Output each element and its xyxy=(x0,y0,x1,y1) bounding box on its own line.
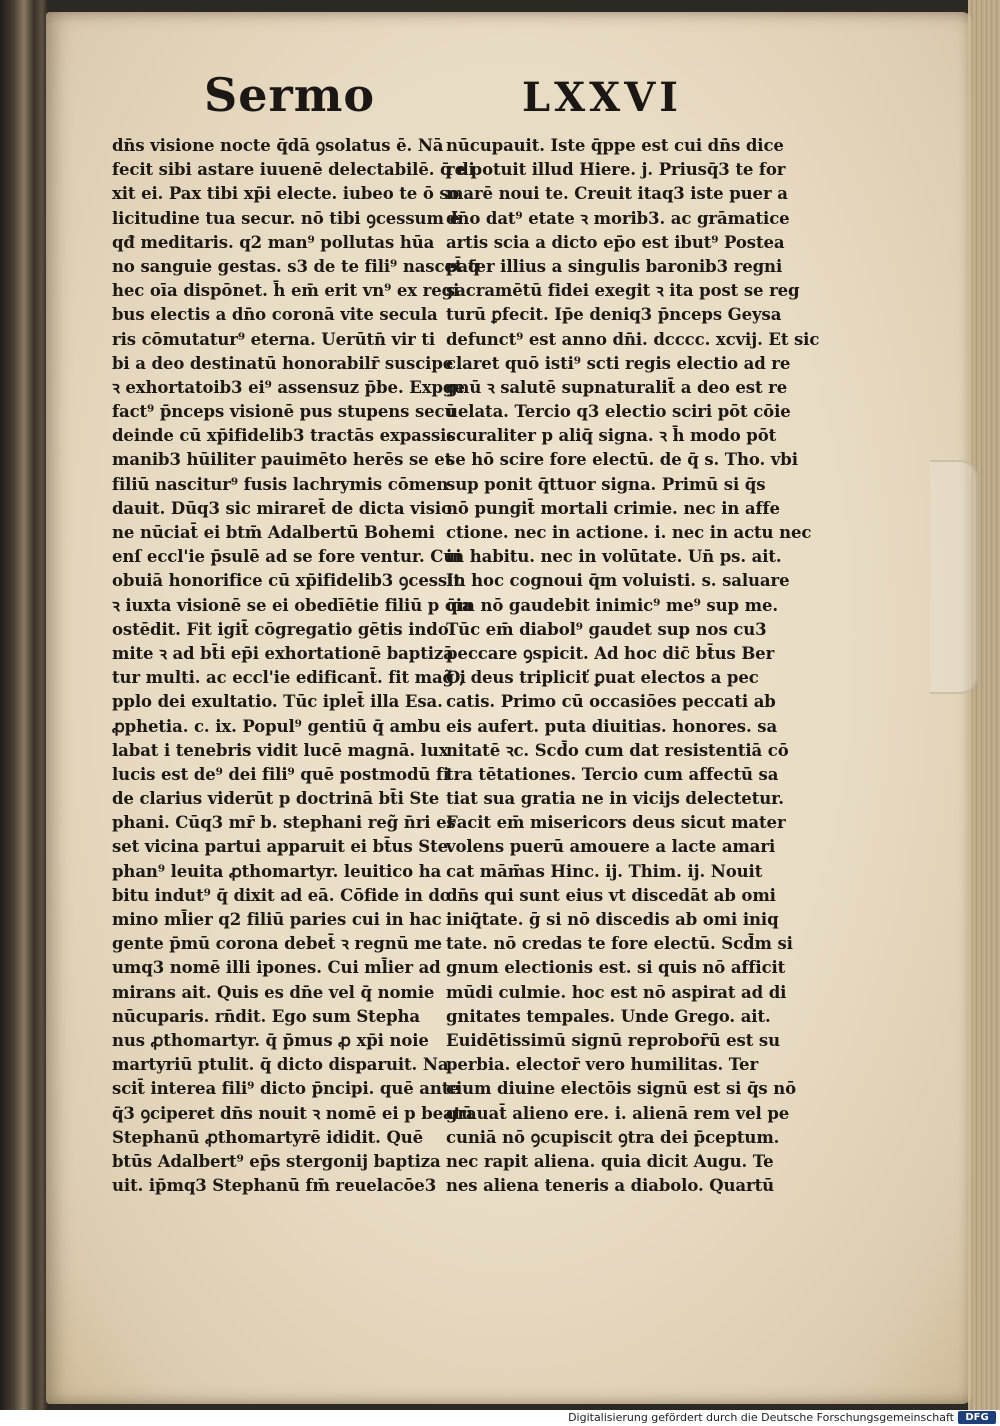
text-column-left xyxy=(112,134,480,1198)
text-line: xit ei. Pax tibi xp̄i electe. iubeo te ō so xyxy=(112,184,460,204)
text-line: ostēdit. Fit igit̄ cōgregatio gētis indo xyxy=(112,619,449,639)
text-line: bitu indut⁹ q̄ dixit ad eā. Cōfide in do xyxy=(112,885,451,905)
text-line: tiat sua gratia ne in vicijs delectetur. xyxy=(446,789,784,809)
text-line: mirans ait. Quis es dn̄e vel q̄ nomie xyxy=(112,982,435,1002)
text-line: labat i tenebris vidit lucē magnā. lux xyxy=(112,740,449,760)
text-line: set vicina partui apparuit ei bt̄us Ste xyxy=(112,837,449,857)
text-line: licitudine tua secur. nō tibi ꝯcessum ē xyxy=(112,208,460,228)
text-line: Tūc em̄ diabol⁹ gaudet sup nos cu3 xyxy=(446,619,767,639)
text-line: tate. nō credas te fore electū. Scd̄m si xyxy=(446,934,793,954)
text-line: se hō scire fore electū. de q̄ s. Tho. vbi xyxy=(446,450,798,470)
text-line: uelata. Tercio q3 electio sciri pōt cōie xyxy=(446,402,791,422)
text-line: pplo dei exultatio. Tūc iplet̄ illa Esa. xyxy=(112,692,443,712)
text-line: In hoc cognoui q̄m voluisti. s. saluare xyxy=(446,571,790,591)
text-line: filiū nascitur⁹ fusis lachrymis cōmen xyxy=(112,474,449,494)
text-line: Facit em̄ misericors deus sicut mater xyxy=(446,813,786,833)
text-line: gnū ꝛ salutē supnaturalit̄ a deo est re xyxy=(446,377,788,397)
text-line: ris cōmutatur⁹ eterna. Uerūtn̄ vir ti xyxy=(112,329,436,349)
text-line: nec rapit aliena. quia dicit Augu. Te xyxy=(446,1151,774,1171)
text-line: de clarius viderūt p doctrinā bt̄i Ste xyxy=(112,789,440,809)
text-line: obuiā honorifice cū xp̄ifidelib3 ꝯcessit xyxy=(112,571,461,591)
text-line: tra tētationes. Tercio cum affectū sa xyxy=(446,764,779,784)
footer-bar xyxy=(0,1410,1000,1426)
text-line: volens puerū amouere a lacte amari xyxy=(446,837,776,857)
text-line: gnitates tempales. Unde Grego. ait. xyxy=(446,1006,771,1026)
text-line: ccuraliter p aliq̄ signa. ꝛ h̄ modo pōt xyxy=(446,426,777,446)
text-line: nūcupauit. Iste q̄ppe est cui dn̄s dice xyxy=(446,136,784,155)
facing-page-edge xyxy=(0,0,48,1410)
text-line: ꝛ exhortatoib3 ei⁹ assensuz p̄be. Expge xyxy=(112,377,465,397)
text-line: cat mām̄as Hinc. ij. Thim. ij. Nouit xyxy=(446,861,763,881)
text-line: fecit sibi astare iuuenē delectabilē. q̄ di xyxy=(112,160,475,180)
text-line: martyriū ptulit. q̄ dicto disparuit. Na xyxy=(112,1055,449,1075)
text-line: marē noui te. Creuit itaq3 iste puer a xyxy=(446,184,788,204)
dfg-logo: DFG xyxy=(958,1411,996,1424)
text-line: claret quō isti⁹ scti regis electio ad re xyxy=(446,353,791,373)
text-line: perbia. elector̄ vero humilitas. Ter xyxy=(446,1055,759,1075)
text-line: q̄m nō gaudebit inimic⁹ me⁹ sup me. xyxy=(446,595,778,615)
text-line: dn̄s qui sunt eius vt discedāt ab omi xyxy=(446,885,776,905)
text-line: gnum electionis est. si quis nō afficit xyxy=(446,958,786,978)
text-line: sup ponit q̄ttuor signa. Primū si q̄s xyxy=(446,474,766,494)
text-line: ctione. nec in actione. i. nec in actu nec xyxy=(446,523,812,542)
text-line: peccare ꝯspicit. Ad hoc dic̄ bt̄us Ber xyxy=(446,643,775,663)
text-line: eis aufert. puta diuitias. honores. sa xyxy=(446,716,778,736)
text-line: nus ꝓthomartyr. q̄ p̄mus ꝓ xp̄i noie xyxy=(112,1030,429,1050)
text-line: nūcuparis. rn̄dit. Ego sum Stepha xyxy=(112,1006,421,1026)
text-line: cuniā nō ꝯcupiscit ꝯtra dei p̄ceptum. xyxy=(446,1127,780,1147)
text-line: dn̄o dat⁹ etate ꝛ morib3. ac grāmatice xyxy=(446,208,790,228)
text-line: Euidētissimū signū reprobor̄ū est su xyxy=(446,1030,780,1050)
text-line: q̄3 ꝯciperet dn̄s nouit ꝛ nomē ei p beatū xyxy=(112,1103,474,1123)
text-line: dauit. Dūq3 sic miraret̄ de dicta visio xyxy=(112,498,452,518)
text-line: cium diuine electōis signū est si q̄s nō xyxy=(446,1079,797,1099)
text-line: ꝛ iuxta visionē se ei obedīētie filiū p oia xyxy=(112,595,473,615)
text-line: fact⁹ p̄nceps visionē pus stupens secū xyxy=(112,402,457,422)
text-line: hec oīa dispōnet. h̄ em̄ erit vn⁹ ex regi xyxy=(112,281,460,301)
text-line: pater illius a singulis baronib3 regni xyxy=(446,256,783,276)
running-title: Sermo xyxy=(204,68,376,122)
text-line: re potuit illud Hiere. j. Priusq̄3 te for xyxy=(446,160,786,180)
page-clip xyxy=(930,460,978,694)
text-line: grauat̄ alieno ere. i. alienā rem vel pe xyxy=(446,1103,790,1123)
text-line: qđ meditaris. q2 man⁹ pollutas hūa xyxy=(112,232,435,252)
text-line: nitatē ꝛc. Scd̄o cum dat resistentiā cō xyxy=(446,740,789,760)
text-line: in habitu. nec in volūtate. Un̄ ps. ait. xyxy=(446,547,782,567)
text-line: phan⁹ leuita ꝓthomartyr. leuitico ha xyxy=(112,861,442,881)
text-line: tur multi. ac eccl'ie edificant̄. fit mag̃ i xyxy=(112,668,466,688)
text-line: mūdi culmie. hoc est nō aspirat ad di xyxy=(446,982,787,1002)
text-line: bi a deo destinatū honorabilr̄ suscipe xyxy=(112,353,454,373)
page-stack-edge xyxy=(968,0,1000,1410)
text-line: nes aliena teneris a diabolo. Quartū xyxy=(446,1176,775,1196)
text-line: dn̄s visione nocte q̄dā ꝯsolatus ē. Nā xyxy=(112,136,444,155)
text-line: ꝓphetia. c. ix. Popul⁹ gentiū q̄ ambu xyxy=(112,716,441,736)
text-line: defunct⁹ est anno dn̄i. dcccc. xcvij. Et sic xyxy=(446,329,820,349)
text-line: phani. Cūq3 mr̄ b. stephani reg̃ n̄ri es xyxy=(112,813,456,833)
text-line: O, deus tripliciť ꝑuat electos a pec xyxy=(446,668,759,688)
text-column-right xyxy=(446,134,820,1198)
text-line: ne nūciat̄ ei btm̄ Adalbertū Bohemi xyxy=(112,523,435,542)
text-line: manib3 hūiliter pauimēto herēs se et xyxy=(112,450,453,470)
text-line: Stephanū ꝓthomartyrē ididit. Quē xyxy=(112,1127,424,1147)
text-line: btūs Adalbert⁹ ep̄s stergonij baptiza xyxy=(112,1151,441,1171)
text-line: lucis est de⁹ dei fili⁹ quē postmodū fi xyxy=(112,764,450,784)
folio-number: LXXVI xyxy=(522,74,682,121)
text-line: nō pungit̄ mortali crimie. nec in affe xyxy=(446,498,780,518)
text-line: no sanguie gestas. s3 de te fili⁹ nascet̄ q̄ xyxy=(112,256,480,276)
text-line: bus electis a dn̄o coronā vite secula xyxy=(112,305,438,325)
text-line: turū ꝑfecit. Ip̄e deniq3 p̄nceps Geysa xyxy=(446,305,782,325)
text-line: mino ml̄ier q2 filiū paries cui in hac xyxy=(112,910,442,929)
text-line: gente p̄mū corona debet̄ ꝛ regnū me xyxy=(112,934,442,954)
text-line: umq3 nomē illi ipones. Cui ml̄ier ad xyxy=(112,958,441,978)
text-line: sacramētū fidei exegit ꝛ ita post se reg xyxy=(446,281,800,301)
text-line: scit̄ interea fili⁹ dicto p̄ncipi. quē ante xyxy=(112,1079,460,1099)
text-line: deinde cū xp̄ifidelib3 tractās expassis xyxy=(112,426,456,446)
text-line: enſ eccl'ie p̄sulē ad se fore ventur. Cui xyxy=(112,547,462,567)
funding-credit: Digitalisierung gefördert durch die Deutsche Forschungsgemeinschaft xyxy=(568,1411,954,1424)
text-line: catis. Primo cū occasiōes peccati ab xyxy=(446,692,776,712)
text-line: mite ꝛ ad bt̄i ep̄i exhortationē baptizā xyxy=(112,643,454,663)
text-line: uit. ip̄mq3 Stephanū fm̄ reuelacōe3 xyxy=(112,1176,437,1196)
text-line: artis scia a dicto ep̄o est ibut⁹ Postea xyxy=(446,232,785,252)
text-line: iniq̄tate. ḡ si nō discedis ab omi iniq xyxy=(446,910,779,929)
